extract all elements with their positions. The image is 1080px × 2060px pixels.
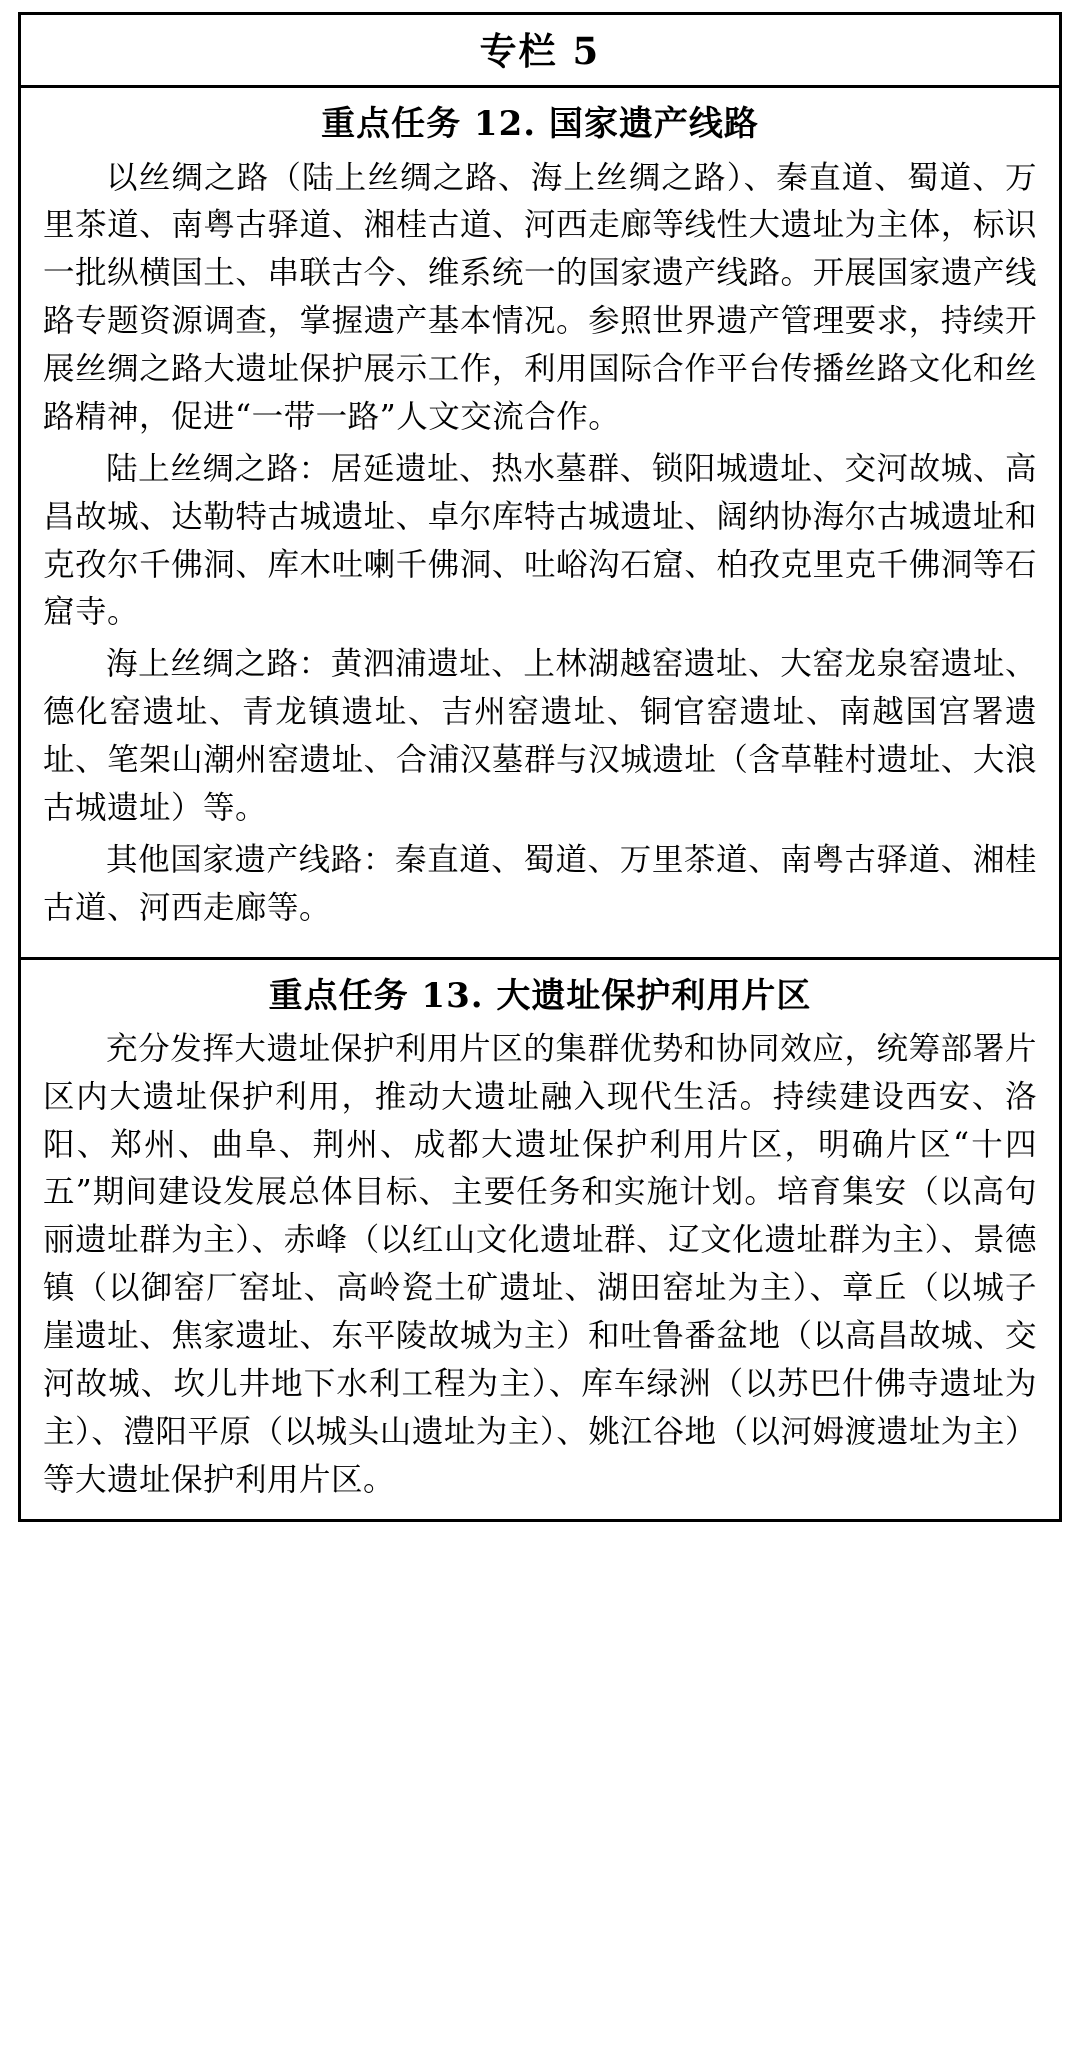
paragraph: 陆上丝绸之路：居延遗址、热水墓群、锁阳城遗址、交河故城、高昌故城、达勒特古城遗址、卓尔库特古城遗址、阔纳协海尔古城遗址和克孜尔千佛洞、库木吐喇千佛洞、吐峪沟石窟、柏孜克里克千佛洞等石窟寺。 bbox=[43, 450, 1037, 631]
paragraph: 充分发挥大遗址保护利用片区的集群优势和协同效应，统筹部署片区内大遗址保护利用，推动大遗址融入现代生活。持续建设西安、洛阳、郑州、曲阜、荆州、成都大遗址保护利用片区，明确片区“十四五”期间建设发展总体目标、主要任务和实施计划。培育集安（以高句丽遗址群为主）、赤峰（以红山文化遗址群、辽文化遗址群为主）、景德镇（以御窑厂窑址、高岭瓷土矿遗址、湖田窑址为主）、章丘（以城子崖遗址、焦家遗址、东平陵故城为主）和吐鲁番盆地（以高昌故城、交河故城、坎儿井地下水利工程为主）、库车绿洲（以苏巴什佛寺遗址为主）、澧阳平原（以城头山遗址为主）、姚江谷地（以河姆渡遗址为主）等大遗址保护利用片区。 bbox=[43, 1030, 1037, 1498]
box-title: 专栏 5 bbox=[479, 29, 601, 73]
section-task-12 bbox=[21, 102, 1059, 946]
feature-box bbox=[18, 12, 1062, 1522]
title-divider bbox=[21, 85, 1059, 88]
paragraph: 以丝绸之路（陆上丝绸之路、海上丝绸之路）、秦直道、蜀道、万里茶道、南粤古驿道、湘桂古道、河西走廊等线性大遗址为主体，标识一批纵横国土、串联古今、维系统一的国家遗产线路。开展国家遗产线路专题资源调查，掌握遗产基本情况。参照世界遗产管理要求，持续开展丝绸之路大遗址保护展示工作，利用国际合作平台传播丝路文化和丝路精神，促进“一带一路”人文交流合作。 bbox=[43, 159, 1037, 435]
section-heading: 重点任务 13. 大遗址保护利用片区 bbox=[268, 975, 812, 1016]
section-divider bbox=[21, 957, 1059, 960]
section-heading: 重点任务 12. 国家遗产线路 bbox=[321, 104, 759, 145]
paragraph: 海上丝绸之路：黄泗浦遗址、上林湖越窑遗址、大窑龙泉窑遗址、德化窑遗址、青龙镇遗址、吉州窑遗址、铜官窑遗址、南越国宫署遗址、笔架山潮州窑遗址、合浦汉墓群与汉城遗址（含草鞋村遗址、大浪古城遗址）等。 bbox=[43, 646, 1037, 826]
section-task-13 bbox=[21, 974, 1059, 1519]
paragraph: 其他国家遗产线路：秦直道、蜀道、万里茶道、南粤古驿道、湘桂古道、河西走廊等。 bbox=[43, 841, 1037, 926]
